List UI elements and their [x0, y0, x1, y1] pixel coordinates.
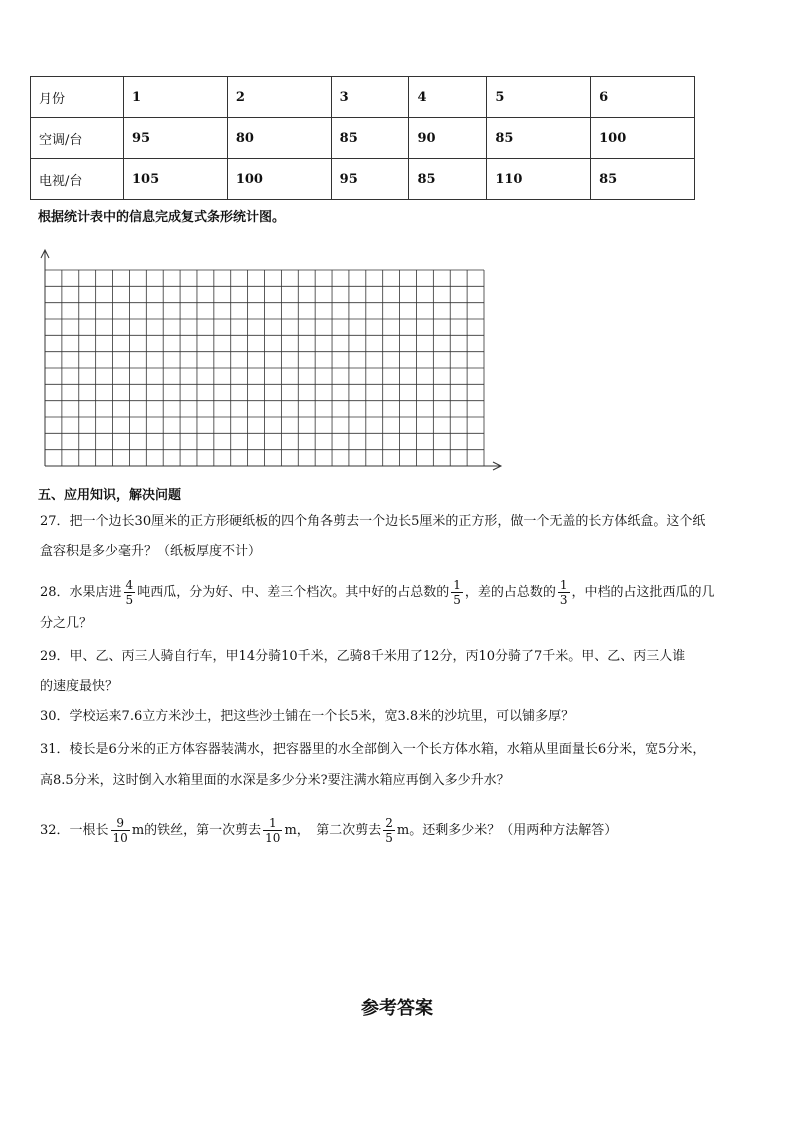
row-header: 空调/台 — [31, 118, 124, 159]
question-32-text: 32．一根长 — [40, 823, 109, 838]
table-cell: 4 — [409, 77, 487, 118]
fraction — [111, 816, 130, 845]
question-30: 30．学校运来7.6立方米沙土，把这些沙土铺在一个长5米，宽3.8米的沙坑里，可以铺多厚？ — [40, 709, 575, 724]
fraction — [451, 578, 463, 607]
table-cell: 1 — [124, 77, 228, 118]
question-28-text: ，差的占总数的 — [464, 585, 556, 600]
question-28-line1 — [40, 578, 715, 607]
table-cell: 95 — [331, 159, 409, 200]
fraction — [124, 578, 136, 607]
table-cell: 100 — [591, 118, 695, 159]
fraction-denominator: 3 — [559, 593, 568, 607]
table-cell: 2 — [227, 77, 331, 118]
question-32-text: m。还剩多少米？（用两种方法解答） — [396, 823, 618, 838]
table-cell: 85 — [331, 118, 409, 159]
table-cell: 6 — [591, 77, 695, 118]
table-cell: 5 — [487, 77, 591, 118]
fraction-numerator: 1 — [263, 816, 282, 831]
question-31-line1: 31．棱长是6分米的正方体容器装满水，把容器里的水全部倒入一个长方体水箱，水箱从里面量长6分米，宽5分米， — [40, 742, 706, 757]
chart-grid — [45, 270, 484, 466]
fraction-numerator: 2 — [385, 816, 393, 830]
question-29-line2: 的速度最快？ — [40, 679, 119, 694]
row-header: 月份 — [31, 77, 124, 118]
fraction-denominator: 5 — [453, 593, 461, 607]
chart-instruction: 根据统计表中的信息完成复式条形统计图。 — [38, 210, 286, 225]
row-header: 电视/台 — [31, 159, 124, 200]
question-32 — [40, 816, 617, 845]
table-cell: 85 — [487, 118, 591, 159]
table-cell: 95 — [124, 118, 228, 159]
question-32-text: m的铁丝，第一次剪去 — [131, 823, 262, 838]
question-28-text: 28．水果店进 — [40, 585, 122, 600]
fraction-numerator: 9 — [111, 816, 130, 831]
fraction-numerator: 1 — [453, 578, 461, 592]
table-cell: 85 — [591, 159, 695, 200]
fraction — [263, 816, 282, 845]
question-31-line2: 高8.5分米，这时倒入水箱里面的水深是多少分米?要注满水箱应再倒入多少升水？ — [40, 773, 510, 788]
fraction — [383, 816, 395, 845]
answer-title: 参考答案 — [361, 998, 433, 1019]
fraction — [558, 578, 570, 607]
chart-axes — [41, 250, 501, 470]
table-cell: 3 — [331, 77, 409, 118]
question-32-text: m， 第二次剪去 — [284, 823, 382, 838]
fraction-numerator: 4 — [125, 578, 134, 592]
fraction-numerator: 1 — [559, 578, 568, 592]
question-28-text: 吨西瓜，分为好、中、差三个档次。其中好的占总数的 — [137, 585, 450, 600]
fraction-denominator: 10 — [112, 831, 128, 845]
table-cell: 80 — [227, 118, 331, 159]
question-28-line2: 分之几？ — [40, 616, 93, 631]
table-cell: 90 — [409, 118, 487, 159]
table-cell: 105 — [124, 159, 228, 200]
fraction-denominator: 10 — [265, 831, 281, 845]
question-28-text: ，中档的占这批西瓜的几 — [571, 585, 715, 600]
table-cell: 100 — [227, 159, 331, 200]
table-cell: 85 — [409, 159, 487, 200]
question-29-line1: 29．甲、乙、丙三人骑自行车，甲14分骑10千米，乙骑8千米用了12分，丙10分骑了7千米。甲、乙、丙三人谁 — [40, 649, 686, 664]
fraction-denominator: 5 — [125, 593, 134, 607]
section-heading: 五、应用知识，解决问题 — [38, 488, 182, 503]
question-27-line1: 27．把一个边长30厘米的正方形硬纸板的四个角各剪去一个边长5厘米的正方形，做一个无盖的长方体纸盒。这个纸 — [40, 514, 706, 529]
fraction-denominator: 5 — [385, 831, 393, 845]
table-cell: 110 — [487, 159, 591, 200]
question-27-line2: 盒容积是多少毫升？（纸板厚度不计） — [40, 544, 262, 559]
